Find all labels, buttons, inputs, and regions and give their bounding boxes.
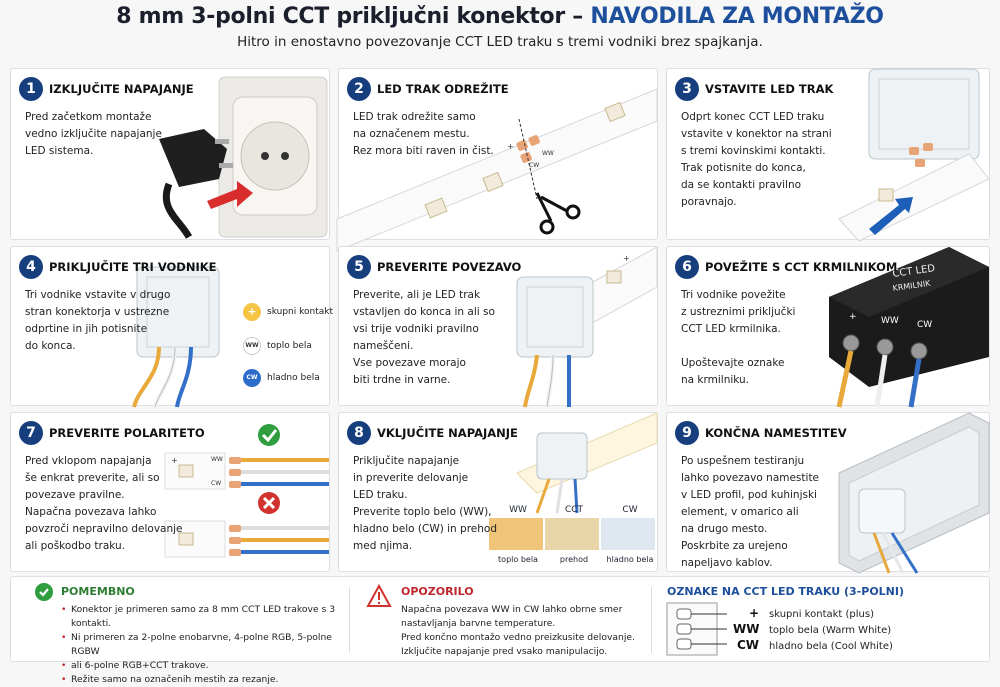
step-title: LED TRAK ODREŽITE xyxy=(377,82,509,96)
step-4-panel xyxy=(10,246,333,406)
swatch-cct-head: CCT xyxy=(564,505,584,515)
terminal-ww-label: WW xyxy=(881,316,899,326)
warning-line: nastavljanja barvne temperature. xyxy=(401,618,556,629)
step-text: Pred začetkom montaže vedno izključite napajanje LED sistema. xyxy=(25,111,162,157)
warning-note xyxy=(361,577,641,663)
step-text: Tri vodnike vstavite v drugo stran konektorja v ustrezne odprtine in jih potisnite do konca. xyxy=(25,289,171,352)
step-1-panel xyxy=(10,68,330,240)
legend-ww-label: toplo bela xyxy=(267,341,312,351)
step-number: 6 xyxy=(675,255,699,279)
strip-plus-mark: + xyxy=(623,254,630,263)
terminal-plus-label: + xyxy=(849,312,857,322)
important-note xyxy=(11,577,341,685)
wire-legend xyxy=(243,297,333,397)
swatch-cw-label: hladno bela xyxy=(606,555,654,564)
step-title: PREVERITE POLARITETO xyxy=(49,426,205,440)
step-title: VKLJUČITE NAPAJANJE xyxy=(377,426,518,440)
step-number: 9 xyxy=(675,421,699,445)
marking-title: OZNAKE NA CCT LED TRAKU (3-POLNI) xyxy=(667,585,904,598)
step-7-panel xyxy=(10,412,330,572)
ok-ww-mark: WW xyxy=(211,456,223,463)
insert-strip-illustration xyxy=(829,69,989,241)
step-2-panel xyxy=(338,68,658,240)
step-title: PRIKLJUČITE TRI VODNIKE xyxy=(49,260,217,274)
step-number: 7 xyxy=(19,421,43,445)
ok-plus-mark: + xyxy=(171,456,178,465)
warning-title: OPOZORILO xyxy=(401,585,474,598)
step-title: KONČNA NAMESTITEV xyxy=(705,426,847,440)
warning-icon xyxy=(367,585,391,607)
ww-badge: WW xyxy=(243,337,261,355)
step-text: Po uspešnem testiranju lahko povezavo namestite v LED profil, pod kuhinjski element, v omarico ali na drugo mesto. Poskrbite za urejeno napeljavo kablov. xyxy=(681,455,820,569)
check-circle-icon xyxy=(35,583,53,601)
divider xyxy=(651,587,652,653)
connection-check-illustration xyxy=(507,247,657,407)
step-number: 3 xyxy=(675,77,699,101)
step-number: 8 xyxy=(347,421,371,445)
swatch-ww-head: WW xyxy=(509,505,527,515)
legend-cw-label: hladno bela xyxy=(267,373,320,383)
cw-badge: CW xyxy=(243,369,261,387)
step-5-panel xyxy=(338,246,658,406)
terminal-cw-label: CW xyxy=(917,320,933,330)
strip-pads-icon xyxy=(667,603,727,657)
step-number: 2 xyxy=(347,77,371,101)
steps-grid xyxy=(10,68,990,572)
swatch-cw-head: CW xyxy=(622,505,638,515)
controller-label-2: KRMILNIK xyxy=(892,278,932,293)
important-item: • ali 6-polne RGB+CCT trakove. xyxy=(61,659,341,673)
check-icon xyxy=(258,424,280,446)
swatch-cct-label: prehod xyxy=(559,555,589,564)
step-text: Tri vodnike povežite z ustreznimi priključki CCT LED krmilnika. Upoštevajte oznake na krmilniku. xyxy=(681,289,796,386)
marking-row-cw: CW hladno bela (Cool White) xyxy=(736,638,893,652)
notes-bar xyxy=(10,576,990,685)
warning-line: Napačna povezava WW in CW lahko obrne smer xyxy=(401,604,623,615)
step-number: 4 xyxy=(19,255,43,279)
step-text: Preverite, ali je LED trak vstavljen do konca in ali so vsi trije vodniki pravilno nameščeni. Vse povezave morajo biti trdne in varne. xyxy=(353,289,495,386)
controller-label-1: CCT LED xyxy=(891,263,936,280)
step-title: IZKLJUČITE NAPAJANJE xyxy=(49,82,194,96)
ok-cw-mark: CW xyxy=(211,480,222,487)
step-title: POVEŽITE S CCT KRMILNIKOM xyxy=(705,260,898,274)
step-3-panel xyxy=(666,68,990,240)
step-number: 5 xyxy=(347,255,371,279)
divider xyxy=(349,587,350,653)
step-9-panel xyxy=(666,412,990,572)
important-item: • Konektor je primeren samo za 8 mm CCT LED trakove s 3 kontakti. xyxy=(61,603,341,631)
step-6-panel xyxy=(666,246,990,406)
marking-row-plus: + skupni kontakt (plus) xyxy=(748,606,874,620)
important-item: • Režite samo na označenih mestih za rezanje. xyxy=(61,673,341,687)
step-text: Odprt konec CCT LED traku vstavite v konektor na strani s tremi kovinskimi kontakti. Trak potisnite do konca, da se kontakti pravilno poravnajo. xyxy=(681,111,832,208)
title-accent: NAVODILA ZA MONTAŽO xyxy=(590,4,884,29)
scissors-icon xyxy=(537,193,579,233)
page-subtitle: Hitro in enostavno povezovanje CCT LED traku s tremi vodniki brez spajkanja. xyxy=(237,34,763,50)
step-number: 1 xyxy=(19,77,43,101)
important-item: • Ni primeren za 2-polne enobarvne, 4-polne RGB, 5-polne RGBW xyxy=(61,631,341,659)
marking-legend xyxy=(661,577,991,663)
step-8-panel xyxy=(338,412,658,572)
warning-line: Izključite napajanje pred vsako manipulacijo. xyxy=(401,646,608,657)
marking-row-ww: WW toplo bela (Warm White) xyxy=(733,622,892,636)
warning-line: Pred končno montažo vedno preizkusite delovanje. xyxy=(401,632,635,643)
strip-mark-ww: WW xyxy=(542,150,554,157)
step-text: Priključite napajanje in preverite delovanje LED traku. Preverite toplo belo (WW), hladno belo (CW) in prehod med njima. xyxy=(353,455,498,552)
strip-mark-cw: CW xyxy=(529,162,540,169)
step-text: Pred vklopom napajanja še enkrat preverite, ali so povezave pravilne. Napačna povezava lahko povzroči nepravilno delovanje ali poškodbo traku. xyxy=(25,455,183,552)
plus-badge: + xyxy=(243,303,261,321)
step-text: LED trak odrežite samo na označenem mestu. Rez mora biti raven in čist. xyxy=(353,111,494,157)
step-title: VSTAVITE LED TRAK xyxy=(705,82,834,96)
step-title: PREVERITE POVEZAVO xyxy=(377,260,522,274)
page-title: 8 mm 3-polni CCT priključni konektor – NAVODILA ZA MONTAŽO xyxy=(116,4,884,29)
legend-plus-label: skupni kontakt xyxy=(267,307,333,317)
important-title: POMEMBNO xyxy=(61,585,135,598)
strip-mark-plus: + xyxy=(507,142,514,151)
swatch-ww-label: toplo bela xyxy=(498,555,538,564)
header xyxy=(0,4,1000,50)
